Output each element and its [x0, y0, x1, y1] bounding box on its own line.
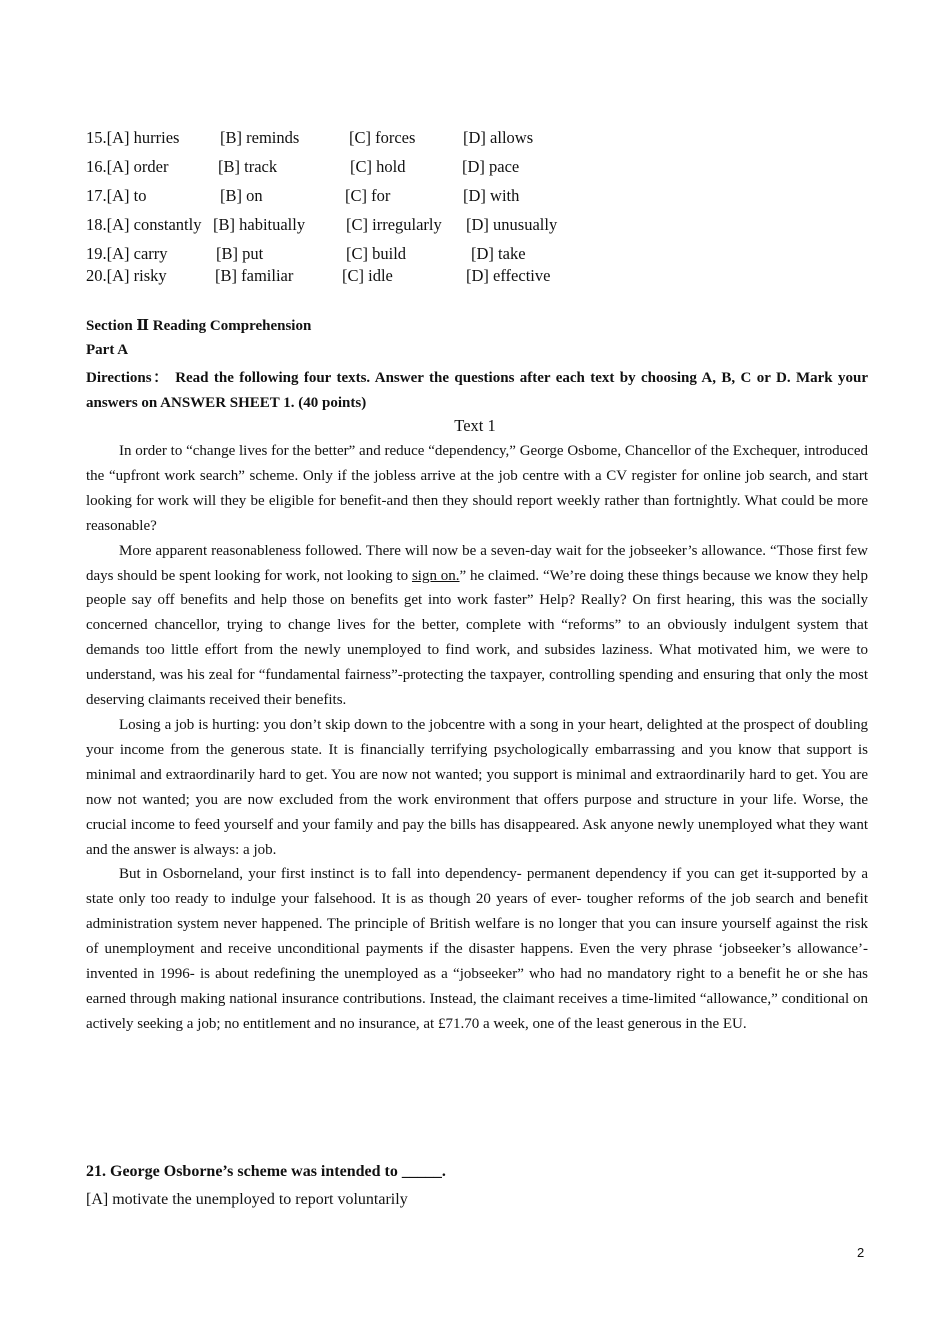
- choice-d: [D] with: [463, 186, 520, 205]
- choice-d: [D] effective: [466, 266, 551, 285]
- choice-a: 19.[A] carry: [86, 244, 168, 263]
- choice-d: [D] take: [471, 244, 526, 263]
- paragraph: Losing a job is hurting: you don’t skip down to the jobcentre with a song in your heart, delighted at the prospect of doubling your income from the generous state. It is financially terrifying psychologically embarrassing and you know that support is minimal and extraordinarily hard to get. You are now not wanted; you support is minimal and extraordinarily hard to get. You are now not wanted; you are now excluded from the work environment that offers purpose and structure in your life. Worse, the crucial income to feed yourself and your family and pay the bills has disappeared. Ask anyone newly unemployed what they want and the answer is always: a job.: [86, 716, 868, 858]
- question-21: 21. George Osborne’s scheme was intended to _____.: [86, 1163, 446, 1180]
- choice-c: [C] forces: [349, 128, 416, 147]
- underlined-phrase: sign on.: [411, 567, 460, 584]
- paragraph-text: ” he claimed. “We’re doing these things because we know they help people say off benefits and help those on benefits get into work faster” Help? Really? On first hearing, this was the socially concerned chancellor, trying to change lives for the better, complete with “reforms” to an obviously indulgent system that demands too little effort from the newly unemployed to find work, and subsides laziness. What motivated him, we were to understand, was his zeal for “fundamental fairness”-protecting the taxpayer, controlling spending and ensuring that only the most deserving claimants received their benefits.: [86, 567, 868, 709]
- choice-b: [B] habitually: [213, 215, 306, 234]
- choice-b: [B] put: [216, 244, 264, 263]
- choice-c: [C] idle: [342, 266, 393, 285]
- choice-a: 15.[A] hurries: [86, 128, 180, 147]
- option-a: [A] motivate the unemployed to report voluntarily: [86, 1191, 408, 1208]
- choice-b: [B] reminds: [220, 128, 300, 147]
- choice-c: [C] for: [345, 186, 391, 205]
- paragraph: [86, 539, 868, 713]
- choice-a: 18.[A] constantly: [86, 215, 202, 234]
- paragraph: But in Osborneland, your first instinct is to fall into dependency- permanent dependency if you can get it-supported by a state only too ready to indulge your falsehood. It is as though 20 years of ever- tougher reforms of the job search and benefit administration system never happened. The principle of British welfare is no longer that you can insure yourself against the risk of unemployment and receive unconditional payments if the disaster happens. Even the very phrase ‘jobseeker’s allowance’-invented in 1996- is about redefining the unemployed as a “jobseeker” who had no mandatory right to a benefit he or she has earned through making national insurance contributions. Instead, the claimant receives a time-limited “allowance,” conditional on actively seeking a job; no entitlement and no insurance, at £71.70 a week, one of the least generous in the EU.: [86, 866, 868, 1032]
- paragraph-text: More apparent reasonableness followed. There will now be a seven-day wait for the jobseeker’s allowance. “Those first few days should be spent looking for work, not looking to: [86, 542, 868, 584]
- choice-c: [C] irregularly: [346, 215, 442, 234]
- part-title: Part A: [86, 342, 129, 358]
- text-title: Text 1: [454, 416, 496, 435]
- section-title: Section Ⅱ Reading Comprehension: [86, 318, 312, 334]
- choice-d: [D] allows: [463, 128, 534, 147]
- page-number: 2: [857, 1245, 865, 1260]
- choice-a: 16.[A] order: [86, 157, 169, 176]
- directions: Directions： Read the following four texts. Answer the questions after each text by choosing A, B, C or D. Mark your answers on ANSWER SHEET 1. (40 points): [86, 370, 868, 411]
- choice-b: [B] familiar: [215, 266, 294, 285]
- choice-a: 20.[A] risky: [86, 266, 167, 285]
- choice-b: [B] track: [218, 157, 278, 176]
- paragraph: In order to “change lives for the better” and reduce “dependency,” George Osbome, Chancellor of the Exchequer, introduced the “upfront work search” scheme. Only if the jobless arrive at the job centre with a CV register for online job search, and start looking for work will they be eligible for benefit-and then they should report weekly rather than fortnightly. What could be more reasonable?: [86, 443, 868, 534]
- choice-b: [B] on: [220, 186, 263, 205]
- choice-c: [C] build: [346, 244, 407, 263]
- choice-d: [D] pace: [462, 157, 520, 176]
- choice-c: [C] hold: [350, 157, 406, 176]
- passage: [86, 439, 868, 1037]
- choice-a: 17.[A] to: [86, 186, 147, 205]
- choice-d: [D] unusually: [466, 215, 558, 234]
